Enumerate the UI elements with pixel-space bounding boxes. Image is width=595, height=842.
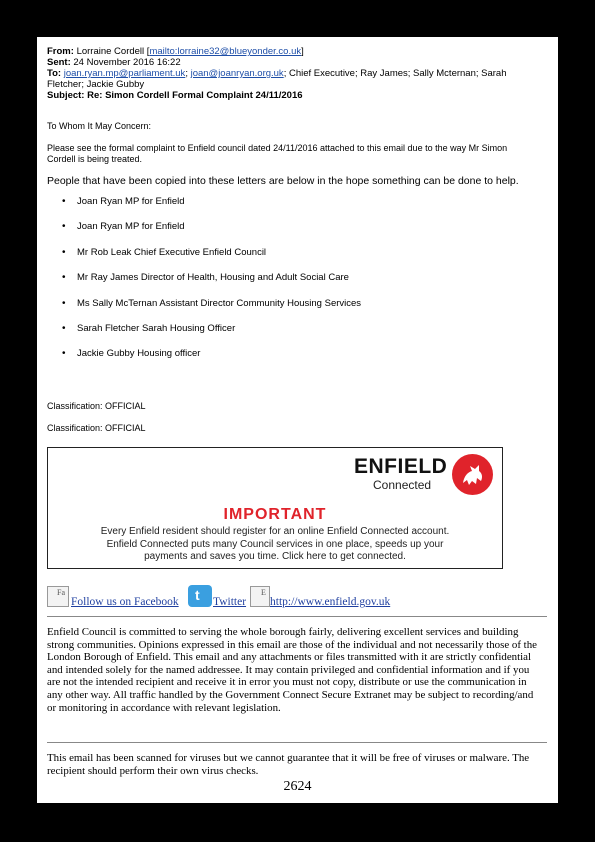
dragon-logo-icon <box>452 454 493 495</box>
facebook-link[interactable]: Follow us on Facebook <box>71 596 179 608</box>
email-header <box>47 46 537 101</box>
classification-1: Classification: OFFICIAL <box>47 401 146 411</box>
website-link[interactable]: http://www.enfield.gov.uk <box>270 596 391 608</box>
list-item: • Sarah Fletcher Sarah Housing Officer <box>47 322 527 347</box>
to-separator: ; <box>185 68 188 79</box>
classification-2: Classification: OFFICIAL <box>47 423 146 433</box>
to-rest: ; Chief Executive; Ray James; Sally Mcternan; Sarah Fletcher; Jackie Gubby <box>47 68 507 90</box>
list-item: • Ms Sally McTernan Assistant Director Community Housing Services <box>47 297 527 322</box>
facebook-broken-image-icon[interactable] <box>47 586 69 607</box>
to-line <box>47 68 537 90</box>
divider-1 <box>47 616 547 617</box>
recipients-intro: People that have been copied into these letters are below in the hope something can be done to help. <box>47 175 519 187</box>
important-heading: IMPORTANT <box>223 506 327 523</box>
to-label: To: <box>47 68 62 79</box>
sent-line <box>47 57 537 68</box>
enfield-connected-banner[interactable] <box>47 447 503 569</box>
document-page <box>37 37 558 803</box>
twitter-link[interactable]: Twitter <box>213 596 247 608</box>
list-item: • Jackie Gubby Housing officer <box>47 347 527 372</box>
intro-paragraph: Please see the formal complaint to Enfield council dated 24/11/2016 attached to this email due to the way Mr Simon Cordell is being treated. <box>47 143 508 164</box>
subject-value: Re: Simon Cordell Formal Complaint 24/11/2016 <box>87 90 303 101</box>
banner-line-2: Enfield Connected puts many Council services in one place, speeds up your <box>106 539 444 550</box>
logo-subtitle: Connected <box>373 478 432 492</box>
list-item: • Joan Ryan MP for Enfield <box>47 220 527 245</box>
divider-2 <box>47 742 547 743</box>
disclaimer-paragraph: Enfield Council is committed to serving the whole borough fairly, delivering excellent services and building strong communities. Opinions expressed in this email are those of the individual and not necessarily those of the London Borough of Enfield. This email and any attachments or files transmitted with it are strictly confidential and intended solely for the named addressee. It may contain privileged and confidential information and if you are not the intended recipient and receive it in error you must not copy, distribute or use the communication in any other way. All traffic handled by the Government Connect Secure Extranet may be subject to recording/and or monitoring in accordance with relevant legislation. <box>47 626 537 714</box>
banner-line-3: payments and saves you time. Click here to get connected. <box>144 551 406 562</box>
to-email-link-2[interactable]: joan@joanryan.org.uk <box>190 68 284 79</box>
website-alt-text: E <box>261 588 266 597</box>
logo-word: ENFIELD <box>354 455 448 478</box>
virus-notice: This email has been scanned for viruses but we cannot guarantee that it will be free of viruses or malware. The recipient should perform their own virus checks. <box>47 752 530 777</box>
page-number: 2624 <box>283 779 312 794</box>
from-line <box>47 46 537 57</box>
facebook-alt-text: Fa <box>57 588 65 597</box>
website-broken-image-icon[interactable] <box>250 586 270 607</box>
from-email-link[interactable]: mailto:lorraine32@blueyonder.co.uk <box>149 46 302 57</box>
to-email-link-1[interactable]: joan.ryan.mp@parliament.uk <box>63 68 186 79</box>
list-item: • Joan Ryan MP for Enfield <box>47 195 527 220</box>
sent-label: Sent: <box>47 57 71 68</box>
banner-line-1: Every Enfield resident should register for an online Enfield Connected account. <box>100 526 450 537</box>
subject-label: Subject: <box>47 90 85 101</box>
from-name: Lorraine Cordell [ <box>76 46 150 57</box>
list-item: • Mr Rob Leak Chief Executive Enfield Council <box>47 246 527 271</box>
list-item: • Mr Ray James Director of Health, Housing and Adult Social Care <box>47 271 527 296</box>
from-close: ] <box>301 46 304 57</box>
sent-value: 24 November 2016 16:22 <box>73 57 181 68</box>
greeting: To Whom It May Concern: <box>47 121 152 131</box>
subject-line <box>47 90 537 101</box>
twitter-icon[interactable]: t <box>188 585 212 607</box>
from-label: From: <box>47 46 74 57</box>
recipient-list <box>47 195 527 373</box>
